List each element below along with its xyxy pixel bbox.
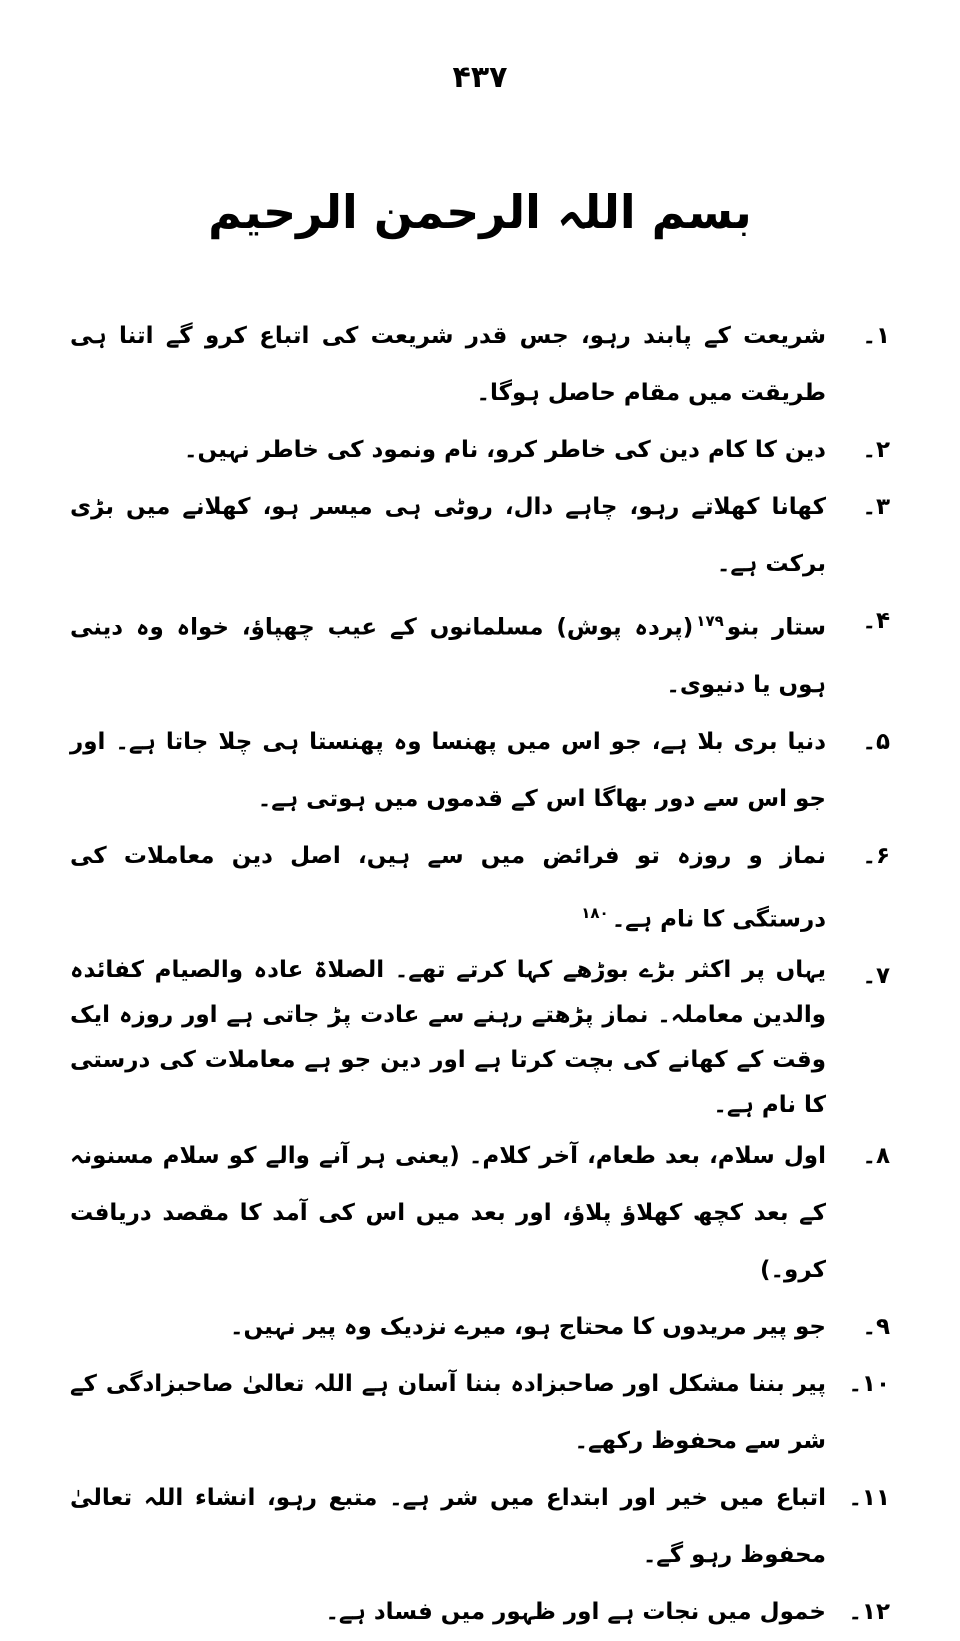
item-number: ۱۲۔ <box>848 1599 890 1626</box>
item-text: خمول میں نجات ہے اور ظہور میں فساد ہے۔ <box>325 1599 826 1626</box>
list-item <box>70 714 890 828</box>
item-number: ۳۔ <box>862 494 890 520</box>
item-number: ۷۔ <box>862 963 890 990</box>
list-item <box>70 422 890 479</box>
list-item <box>70 828 890 949</box>
basmala-heading: بسم اللہ الرحمن الرحیم <box>208 185 752 239</box>
item-text: اتباع میں خیر اور ابتداع میں شر ہے۔ متبع رہو، انشاء اللہ تعالیٰ محفوظ رہو گے۔ <box>70 1485 826 1569</box>
list-item <box>70 1470 890 1584</box>
item-number: ۱۔ <box>862 323 890 349</box>
list-item <box>70 1128 890 1299</box>
item-text <box>70 593 826 714</box>
item-number: ۴۔ <box>862 608 890 634</box>
list-item <box>70 948 890 1128</box>
item-text: دنیا بری بلا ہے، جو اس میں پھنسا وہ پھنستا ہی چلا جاتا ہے۔ اور جو اس سے دور بھاگا اس کے قدموں میں ہوتی ہے۔ <box>70 728 826 812</box>
item-number: ۸۔ <box>862 1143 890 1170</box>
item-number: ۲۔ <box>862 437 890 463</box>
item-text: پیر بننا مشکل اور صاحبزادہ بننا آسان ہے اللہ تعالیٰ صاحبزادگی کے شر سے محفوظ رکھے۔ <box>70 1371 826 1455</box>
item-text-part: ستار بنو <box>726 614 826 641</box>
item-text: کھانا کھلاتے رہو، چاہے دال، روٹی ہی میسر ہو، کھلانے میں بڑی برکت ہے۔ <box>70 494 826 577</box>
item-number: ۹۔ <box>862 1314 890 1341</box>
item-text: دین کا کام دین کی خاطر کرو، نام ونمود کی خاطر نہیں۔ <box>184 437 826 463</box>
list-item <box>70 308 890 422</box>
item-number: ۶۔ <box>862 842 890 869</box>
item-number: ۱۰۔ <box>848 1371 890 1398</box>
item-text: یہاں پر اکثر بڑے بوڑھے کہا کرتے تھے۔ الصلاۃ عادہ والصیام کفائدہ والدین معاملہ۔ نماز پڑھتے رہنے سے عادت پڑ جاتی ہے اور روزہ ایک وقت کے کھانے کی بچت کرتا ہے اور دین جو ہے معاملات کی درستی کا نام ہے۔ <box>70 957 826 1119</box>
item-text: جو پیر مریدوں کا محتاج ہو، میرے نزدیک وہ پیر نہیں۔ <box>230 1314 826 1341</box>
footnote-marker: ۱۸۰ <box>581 903 609 922</box>
item-text: اول سلام، بعد طعام، آخر کلام۔ (یعنی ہر آنے والے کو سلام مسنونہ کے بعد کچھ کھلاؤ پلاؤ، اور بعد میں اس کی آمد کا مقصد دریافت کرو۔) <box>70 1143 826 1284</box>
page-number: ۴۳۷ <box>452 60 508 95</box>
item-text <box>70 828 826 949</box>
item-text-part: نماز و روزہ تو فرائض میں سے ہیں، اصل دین معاملات کی درستگی کا نام ہے۔ <box>70 842 826 933</box>
list-item <box>70 1584 890 1641</box>
item-text-part: (پردہ پوش) مسلمانوں کے عیب چھپاؤ، خواہ وہ دینی ہوں یا دنیوی۔ <box>70 614 826 698</box>
item-text: شریعت کے پابند رہو، جس قدر شریعت کی اتباع کرو گے اتنا ہی طریقت میں مقام حاصل ہوگا۔ <box>70 323 826 406</box>
list-item <box>70 479 890 593</box>
list-item <box>70 593 890 714</box>
list-item <box>70 1356 890 1470</box>
item-number: ۱۱۔ <box>848 1485 890 1512</box>
numbered-list <box>70 308 890 1641</box>
footnote-marker: ۱۷۹ <box>696 612 724 630</box>
list-item <box>70 1299 890 1356</box>
item-number: ۵۔ <box>862 728 890 755</box>
